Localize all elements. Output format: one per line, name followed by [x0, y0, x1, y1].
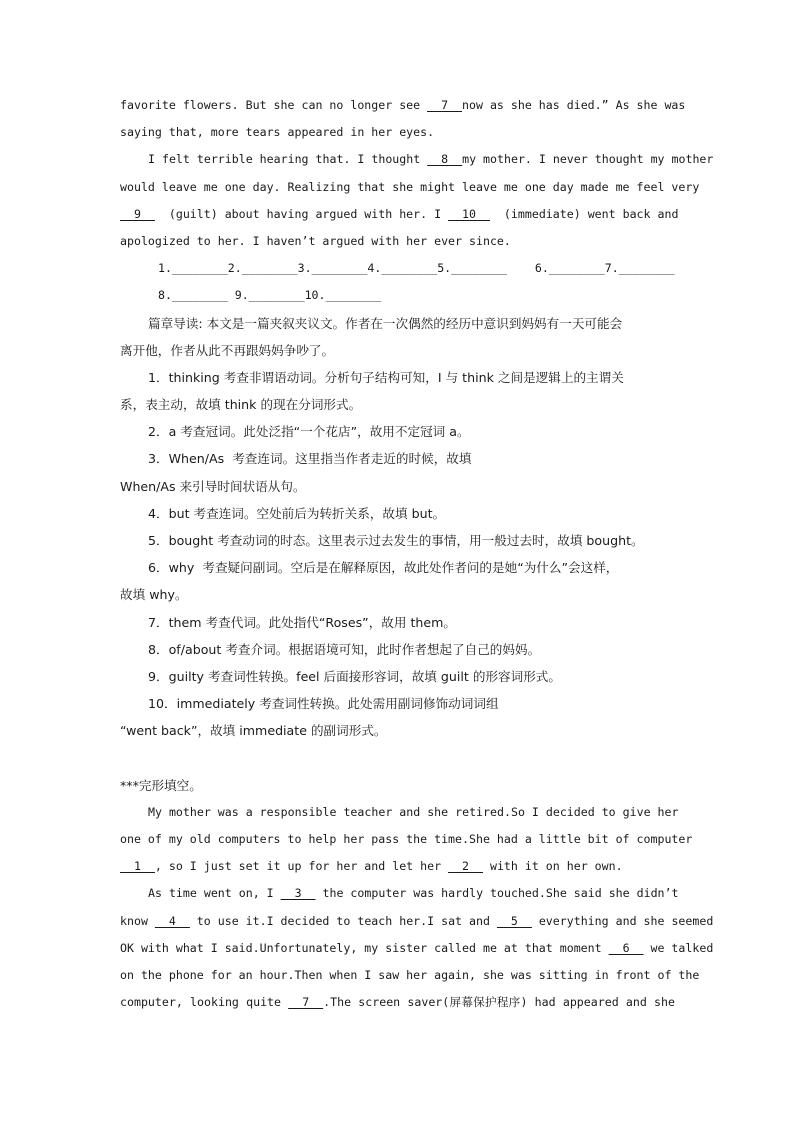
passage-line: on the phone for an hour.Then when I saw her again, she was sitting in front of the	[120, 968, 700, 982]
blank-4: __4__	[154, 913, 190, 928]
passage-line: computer, looking quite __7__.The screen saver(屏幕保护程序) had appeared and she	[120, 995, 675, 1010]
passage-line: apologized to her. I haven’t argued with her ever since.	[120, 233, 511, 248]
answer-explanation: “went back”，故填 immediate 的副词形式。	[120, 723, 387, 739]
answer-explanation: 6．why 考查疑问副词。空后是在解释原因，故此处作者问的是她“为什么”会这样，	[148, 560, 619, 576]
answer-blanks-row: 8.________ 9.________10.________	[158, 288, 382, 303]
passage-line: As time went on, I __3__ the computer was hardly touched.She said she didn’t	[148, 886, 679, 901]
answer-explanation: 5．bought 考查动词的时态。这里表示过去发生的事情，用一般过去时，故填 bought。	[148, 533, 644, 548]
passage-line: saying that, more tears appeared in her eyes.	[120, 125, 435, 140]
guide-text: 离开他，作者从此不再跟妈妈争吵了。	[120, 342, 335, 358]
answer-explanation: 1．thinking 考查非谓语动词。分析句子结构可知，I 与 think 之间是逻辑上的主谓关	[148, 369, 624, 385]
blank-7: __7__	[288, 995, 324, 1010]
passage-line: My mother was a responsible teacher and she retired.So I decided to give her	[148, 804, 679, 819]
blank-7: __7__	[427, 98, 463, 112]
guide-text: 篇章导读: 本文是一篇夹叙夹议文。作者在一次偶然的经历中意识到妈妈有一天可能会	[148, 315, 623, 331]
answer-explanation: 故填 why。	[120, 587, 188, 603]
passage-line: OK with what I said.Unfortunately, my sister called me at that moment __6__ we talked	[120, 940, 714, 955]
answer-explanation: 8．of/about 考查介词。根据语境可知，此时作者想起了自己的妈妈。	[148, 641, 541, 657]
passage-line: I felt terrible hearing that. I thought __8__my mother. I never thought my mother	[148, 152, 714, 167]
passage-line: favorite flowers. But she can no longer see __7__now as she has died.” As she was	[120, 98, 686, 112]
section-heading: ***完形填空。	[120, 777, 202, 793]
passage-line: one of my old computers to help her pass the time.She had a little bit of computer	[120, 832, 693, 847]
answer-explanation: 7．them 考查代词。此处指代“Roses”，故用 them。	[148, 614, 457, 630]
passage-line: would leave me one day. Realizing that she might leave me one day made me feel very	[120, 179, 700, 194]
answer-explanation: 9．guilty 考查词性转换。feel 后面接形容词，故填 guilt 的形容词形式。	[148, 668, 561, 684]
blank-10: __10__	[448, 206, 490, 221]
answer-explanation: When/As 来引导时间状语从句。	[120, 478, 306, 494]
answer-explanation: 3．When/As 考查连词。这里指当作者走近的时候，故填	[148, 451, 472, 467]
passage-line: __1__, so I just set it up for her and let her __2__ with it on her own.	[120, 859, 623, 874]
blank-1: __1__	[120, 859, 155, 874]
answer-explanation: 2．a 考查冠词。此处泛指“一个花店”，故用不定冠词 a。	[148, 424, 470, 440]
answer-explanation: 系，表主动，故填 think 的现在分词形式。	[120, 397, 362, 413]
answer-blanks-row: 1.________2.________3.________4.________5.________ 6.________7.________	[158, 261, 675, 276]
blank-2: __2__	[448, 859, 483, 874]
answer-explanation: 10．immediately 考查词性转换。此处需用副词修饰动词词组	[148, 696, 499, 712]
document-page	[120, 92, 714, 1016]
passage-line: __9__ (guilt) about having argued with her. I __10__ (immediate) went back and	[120, 206, 679, 221]
blank-5: __5__	[496, 913, 532, 928]
passage-line: know __4__ to use it.I decided to teach her.I sat and __5__ everything and she seemed	[120, 913, 714, 928]
blank-8: __8__	[427, 152, 463, 167]
blank-9: __9__	[120, 206, 155, 221]
blank-3: __3__	[280, 886, 316, 901]
spacer	[120, 745, 675, 772]
answer-explanation: 4．but 考查连词。空处前后为转折关系，故填 but。	[148, 505, 446, 521]
blank-6: __6__	[608, 940, 644, 955]
